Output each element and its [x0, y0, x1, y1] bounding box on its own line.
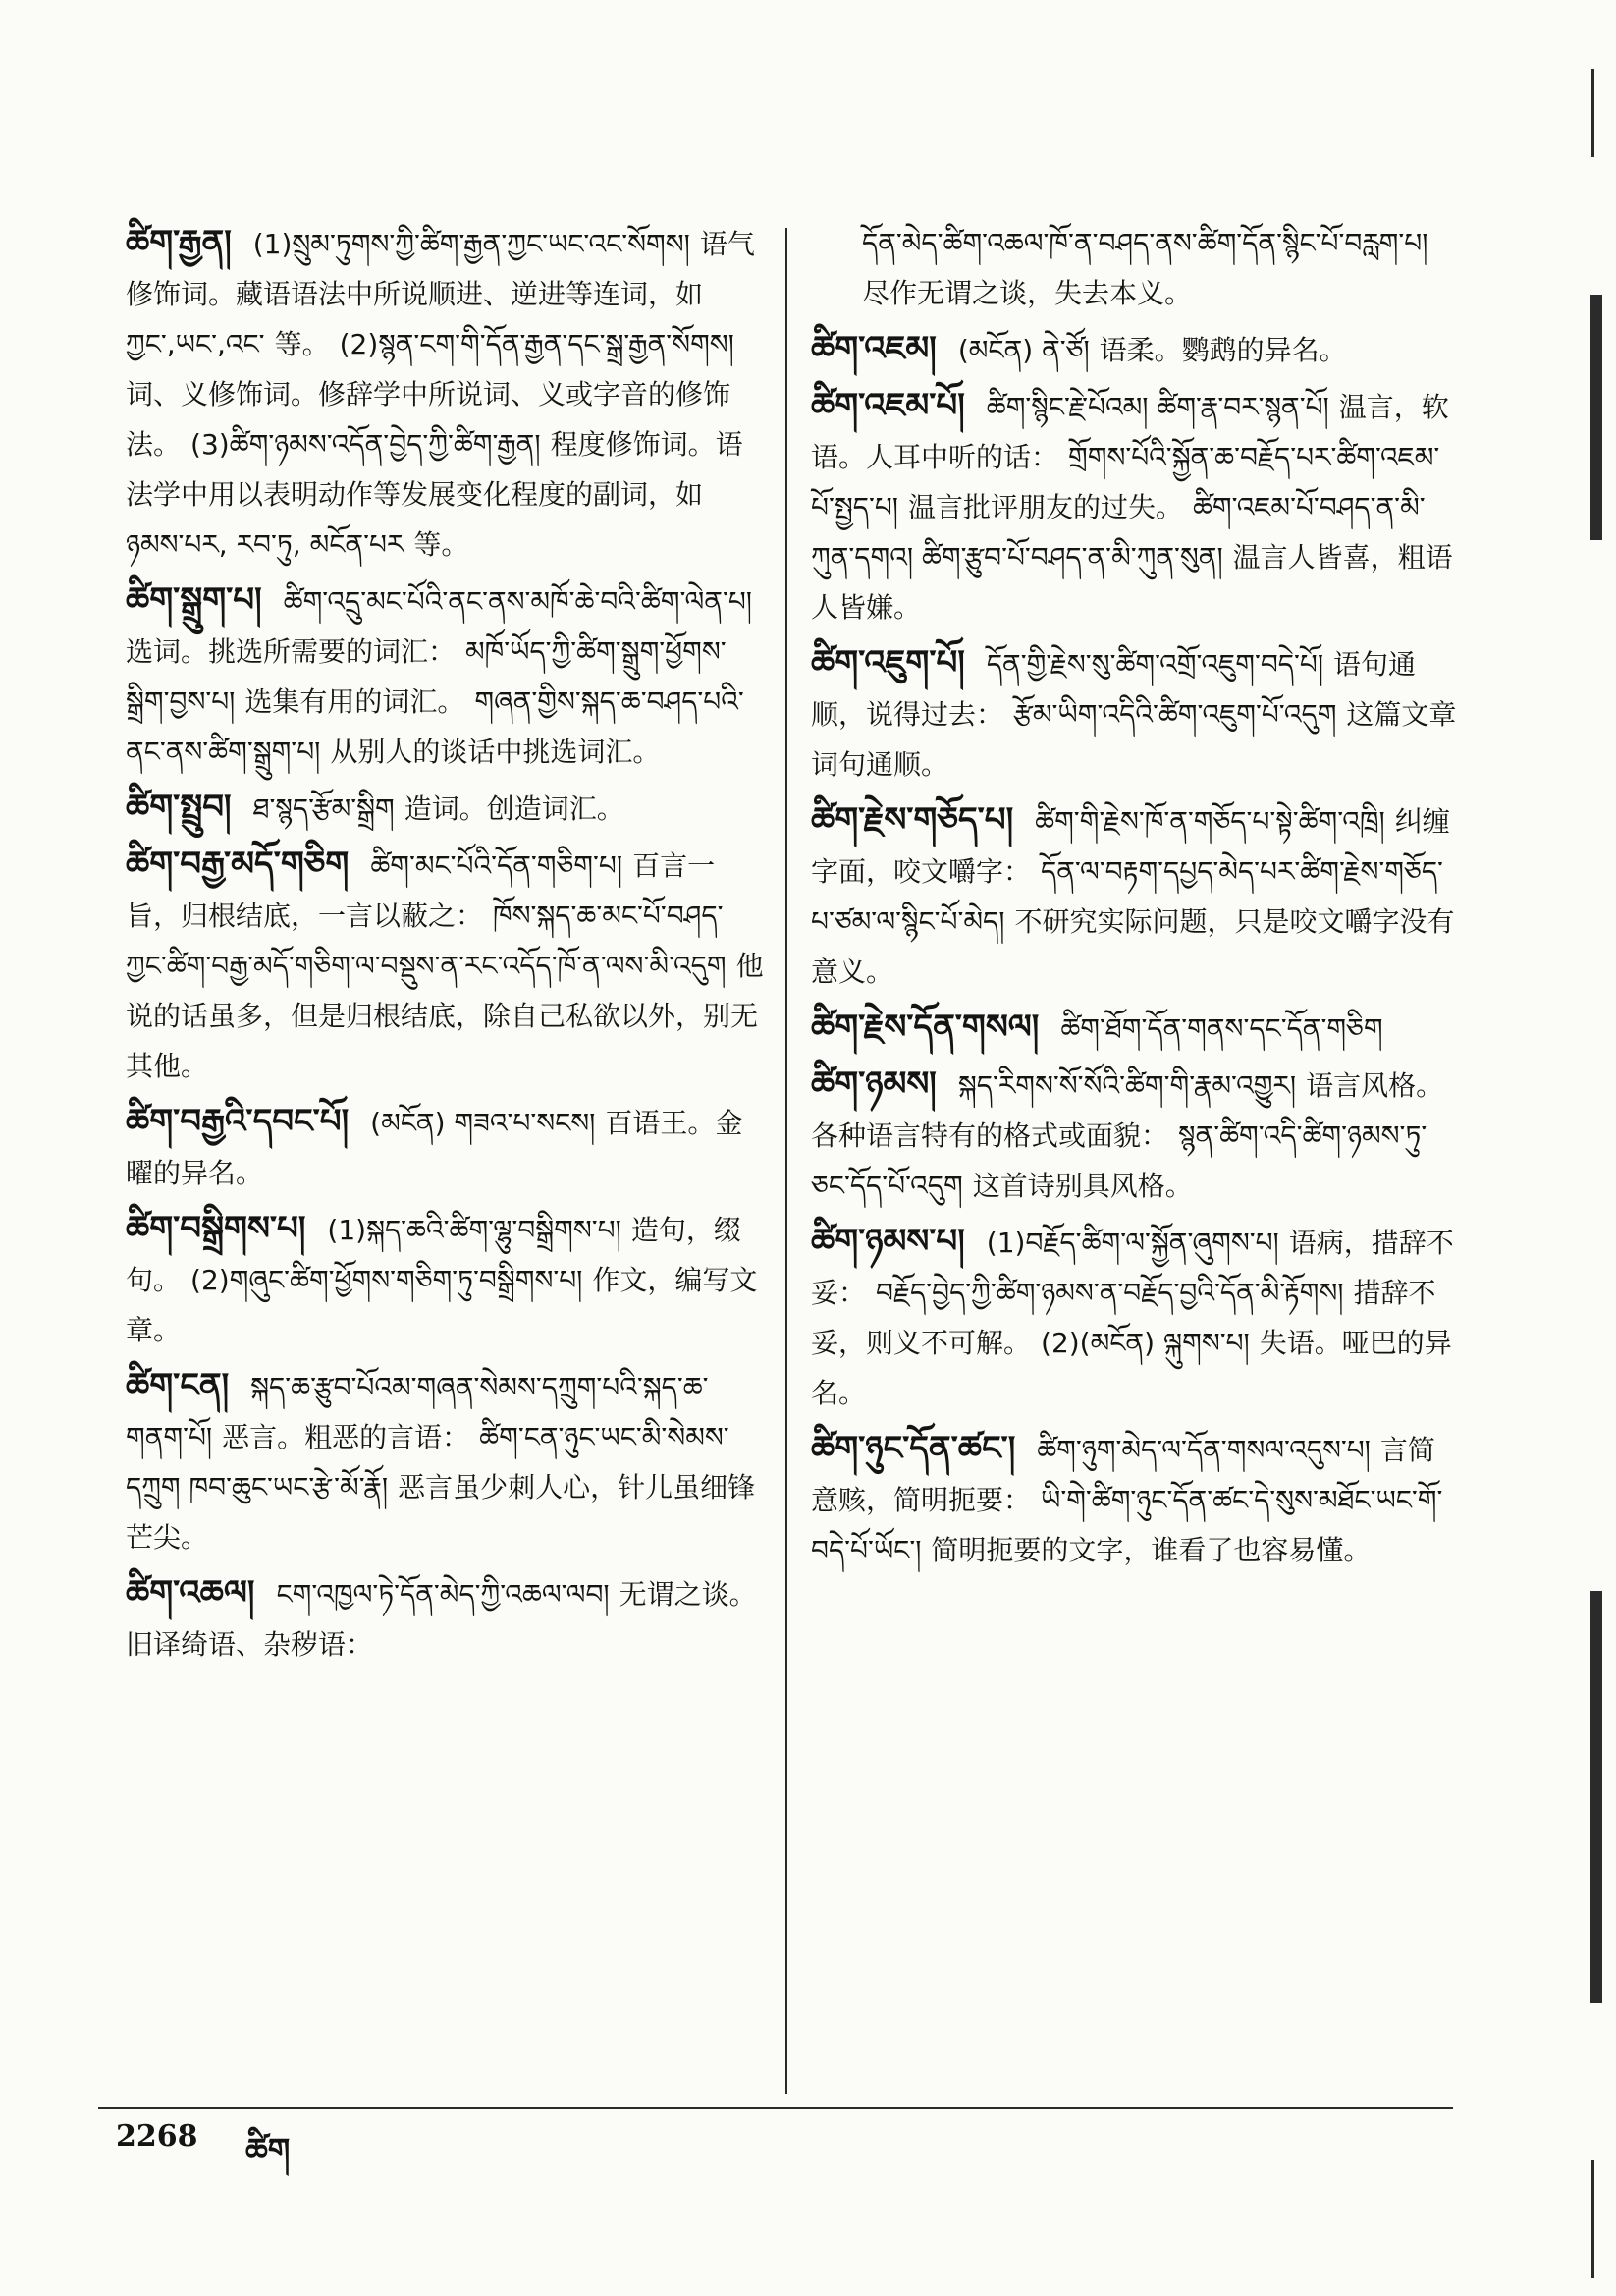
- entry-headword: ཚིག་བརྒྱའི་དབང་པོ།: [126, 1102, 350, 1141]
- tibetan-text: ཚིག་སྙིང་རྗེ་པོའམ། ཚིག་རྣ་བར་སྙན་པོ།: [986, 391, 1329, 423]
- dictionary-entry: [811, 218, 1459, 318]
- dictionary-entry: [126, 1204, 764, 1355]
- dictionary-entry: [811, 381, 1459, 632]
- chinese-gloss: 等。: [274, 328, 330, 360]
- tibetan-text: ཁོས་སྐད་ཆ་མང་པོ་བཤད་ཀྱང་ཚིག་བརྒྱ་མདོ་གཅིག་ལ་བསྡུས་ན་རང་འདོད་ཁོ་ན་ལས་མི་འདུག: [126, 900, 727, 982]
- entry-headword: ཚིག་སྤྲུབ།: [126, 788, 232, 827]
- tibetan-text: རྩོམ་ཡིག་འདིའི་ཚིག་འཇུག་པོ་འདུག: [1013, 698, 1337, 731]
- chinese-gloss: 语言风格。各种语言特有的格式或面貌：: [811, 1069, 1444, 1152]
- chinese-gloss: 简明扼要的文字，谁看了也容易懂。: [931, 1534, 1372, 1566]
- tibetan-text: (1)སྲུམ་ཏུགས་ཀྱི་ཚིག་རྒྱན་ཀྱང་ཡང་འང་སོགས།: [252, 228, 690, 260]
- dictionary-entry: [126, 1568, 764, 1669]
- chinese-gloss: 言简意赅，简明扼要：: [811, 1434, 1435, 1516]
- entry-headword: ཚིག་རྗེས་དོན་གསལ།: [811, 1008, 1040, 1047]
- tibetan-text: ཚིག་འདྲུ་མང་པོའི་ནང་ནས་མཁོ་ཆེ་བའི་ཚིག་ལེན་པ།: [283, 585, 753, 618]
- tibetan-text: ཡི་གེ་ཚིག་ཉུང་དོན་ཚང་དེ་སུས་མཐོང་ཡང་གོ་བདེ་པོ་ཡོང་།: [811, 1484, 1443, 1566]
- chinese-gloss: 选词。挑选所需要的词汇：: [126, 635, 457, 668]
- dictionary-entry: [126, 575, 764, 777]
- chinese-gloss: 尽作无谓之谈，失去本义。: [862, 277, 1193, 309]
- dictionary-entry: [811, 1060, 1459, 1211]
- entry-headword: ཚིག་འཇམ།: [811, 329, 937, 368]
- dictionary-entry: [126, 783, 764, 834]
- chinese-gloss: 等。: [413, 528, 469, 561]
- entry-headword: ཚིག་འཇུག་པོ།: [811, 643, 965, 683]
- tibetan-text: (མངོན) ནེ་ཙོ།: [957, 334, 1090, 366]
- tibetan-text: ཚིག་གི་རྗེས་ཁོ་ན་གཅོད་པ་སྟེ་ཚིག་འཁྲི།: [1035, 805, 1385, 838]
- tibetan-text: (2)(མངོན) ལྐུགས་པ།: [1041, 1327, 1250, 1359]
- chinese-gloss: 这篇文章词句通顺。: [811, 698, 1457, 781]
- chinese-gloss: 温言批评朋友的过失。: [907, 491, 1183, 523]
- chinese-gloss: 这首诗别具风格。: [972, 1170, 1193, 1202]
- binding-edge-mark: [1591, 69, 1594, 157]
- tibetan-text: སྙན་ཚིག་འདི་ཚིག་ཉམས་ཏུ་ཅང་དོད་པོ་འདུག: [811, 1120, 1427, 1202]
- dictionary-entry: [126, 1361, 764, 1562]
- dictionary-entry: [126, 1097, 764, 1198]
- tibetan-text: ཚིག་འཇམ་པོ་བཤད་ན་མི་ཀུན་དགའ། ཚིག་རྩུབ་པོ་བཤད་ན་མི་ཀུན་སུན།: [811, 491, 1426, 574]
- dictionary-entry: [811, 1003, 1459, 1054]
- tibetan-text: (1)སྐད་ཆའི་ཚིག་ལྷུ་བསྒྲིགས་པ།: [327, 1214, 621, 1246]
- chinese-gloss: 百言一旨，归根结底，一言以蔽之：: [126, 849, 716, 932]
- dictionary-entry: [811, 1217, 1459, 1418]
- chinese-gloss: 语气修饰词。藏语语法中所说顺进、逆进等连词，如: [126, 228, 755, 310]
- chinese-gloss: 语柔。鹦鹉的异名。: [1099, 334, 1347, 366]
- chinese-gloss: 百语王。金曜的异名。: [126, 1107, 743, 1189]
- chinese-gloss: 语病，措辞不妥：: [811, 1227, 1454, 1309]
- running-head: ཚིག: [245, 2131, 291, 2168]
- tibetan-text: དོན་ལ་བརྟག་དཔྱད་མེད་པར་ཚིག་རྗེས་གཅོད་པ་ཙམ་ལ་སྙིང་པོ་མེད།: [811, 855, 1443, 938]
- tibetan-text: གཞན་གྱིས་སྐད་ཆ་བཤད་པའི་ནང་ནས་ཚིག་སྒྲུག་པ།: [126, 685, 744, 768]
- entry-headword: ཚིག་འཇམ་པོ།: [811, 386, 965, 425]
- chinese-gloss: 程度修饰词。语法学中用以表明动作等发展变化程度的副词，如: [126, 428, 743, 511]
- tibetan-text: (མངོན) གཟའ་པ་སངས།: [370, 1107, 596, 1139]
- binding-edge-mark: [1591, 2160, 1594, 2278]
- entry-headword: ཚིག་ཉམས་པ།: [811, 1222, 965, 1261]
- tibetan-text: སྐད་ཆ་རྩུབ་པོའམ་གཞན་སེམས་དཀྲུག་པའི་སྐད་ཆ་གནག་པོ།: [126, 1371, 709, 1453]
- tibetan-text: (1)བརྗོད་ཚིག་ལ་སྐྱོན་ཞུགས་པ།: [986, 1227, 1279, 1259]
- dictionary-entry: [126, 840, 764, 1091]
- tibetan-text: དོན་མེད་ཚིག་འཆལ་ཁོ་ན་བཤད་ནས་ཚིག་དོན་སྙིང་པོ་བརླག་པ།: [862, 227, 1428, 259]
- chinese-gloss: 词、义修饰词。修辞学中所说词、义或字音的修饰法。: [126, 378, 731, 461]
- entry-headword: ཚིག་འཆལ།: [126, 1573, 255, 1613]
- tibetan-text: མཁོ་ཡོད་ཀྱི་ཚིག་སྒྲུག་ཕྱོགས་སྒྲིག་བྱས་པ།: [126, 635, 727, 718]
- dictionary-entry: [811, 1424, 1459, 1575]
- tibetan-text: ཐ་སྙད་རྩོམ་སྒྲིག: [252, 793, 395, 825]
- chinese-gloss: 恶言虽少刺人心，针儿虽细锋芒尖。: [126, 1471, 756, 1554]
- entry-headword: ཚིག་སྒྲུག་པ།: [126, 580, 262, 620]
- tibetan-text: ཉམས་པར, རབ་ཏུ, མངོན་པར: [126, 528, 404, 561]
- chinese-gloss: 他说的话虽多，但是归根结底，除自己私欲以外，别无其他。: [126, 950, 764, 1082]
- entry-headword: ཚིག་བསྒྲིགས་པ།: [126, 1209, 306, 1248]
- entry-headword: ཚིག་བརྒྱ་མདོ་གཅིག: [126, 845, 350, 884]
- tibetan-text: ཚིག་ཐོག་དོན་གནས་དང་དོན་གཅིག: [1060, 1012, 1383, 1045]
- left-column: [126, 218, 764, 1675]
- page-number: 2268: [116, 2119, 198, 2154]
- chinese-gloss: 纠缠字面，咬文嚼字：: [811, 805, 1450, 888]
- tibetan-text: ཚིག་མང་པོའི་དོན་གཅིག་པ།: [370, 849, 623, 882]
- chinese-gloss: 不研究实际问题，只是咬文嚼字没有意义。: [811, 905, 1455, 988]
- tibetan-text: (2)སྙན་ངག་གི་དོན་རྒྱན་དང་སྒྲ་རྒྱན་སོགས།: [339, 328, 734, 360]
- dictionary-entry: [811, 324, 1459, 375]
- tibetan-text: ཀྱང་,ཡང་,འང་: [126, 328, 265, 360]
- tibetan-text: ཚིག་ཉུག་མེད་ལ་དོན་གསལ་འདུས་པ།: [1037, 1434, 1371, 1466]
- chinese-gloss: 恶言。粗恶的言语：: [222, 1421, 470, 1453]
- chinese-gloss: 从别人的谈话中挑选词汇。: [330, 736, 661, 768]
- chinese-gloss: 温言人皆喜，粗语人皆嫌。: [811, 541, 1453, 624]
- entry-headword: ཚིག་ཉུང་དོན་ཚང་།: [811, 1429, 1016, 1468]
- right-column: [811, 218, 1459, 1581]
- chinese-gloss: 选集有用的词汇。: [244, 685, 465, 718]
- entry-headword: ཚིག་རྒྱན།: [126, 223, 232, 262]
- tibetan-text: སྐད་རིགས་སོ་སོའི་ཚིག་གི་རྣམ་འགྱུར།: [957, 1069, 1297, 1102]
- column-rule: [785, 228, 787, 2094]
- chinese-gloss: 造句，缀句。: [126, 1214, 741, 1296]
- tibetan-text: གྲོགས་པོའི་སྐྱོན་ཆ་བརྗོད་པར་ཚིག་འཇམ་པོ་སྤྱད་པ།: [811, 441, 1440, 523]
- page-footer: [98, 2107, 1453, 2168]
- chinese-gloss: 措辞不妥，则义不可解。: [811, 1277, 1436, 1359]
- entry-headword: ཚིག་རྗེས་གཅོད་པ།: [811, 800, 1014, 840]
- dictionary-entry: [126, 218, 764, 570]
- chinese-gloss: 无谓之谈。旧译绮语、杂秽语：: [126, 1578, 757, 1661]
- tibetan-text: དོན་གྱི་རྗེས་སུ་ཚིག་འགྲོ་འཇུག་བདེ་པོ།: [986, 648, 1324, 681]
- tibetan-text: (2)གཞུང་ཚིག་ཕྱོགས་གཅིག་ཏུ་བསྒྲིགས་པ།: [190, 1264, 583, 1296]
- entry-headword: ཚིག་ངན།: [126, 1366, 230, 1405]
- tibetan-text: ཚིག་ངན་ཉུང་ཡང་མི་སེམས་དཀྲུག ཁབ་ཆུང་ཡང་རྩེ་མོ་རྣོ།: [126, 1421, 729, 1503]
- chinese-gloss: 语句通顺，说得过去：: [811, 648, 1417, 731]
- chinese-gloss: 温言，软语。人耳中听的话：: [811, 391, 1449, 473]
- binding-edge-mark: [1590, 295, 1602, 540]
- chinese-gloss: 造词。创造词汇。: [404, 793, 624, 825]
- chinese-gloss: 作文，编写文章。: [126, 1264, 758, 1346]
- tibetan-text: (3)ཚིག་ཉམས་འདོན་བྱེད་ཀྱི་ཚིག་རྒྱན།: [190, 428, 541, 461]
- dictionary-entry: [811, 638, 1459, 790]
- tibetan-text: ངག་འཁྱལ་ཏེ་དོན་མེད་ཀྱི་འཆལ་ལབ།: [276, 1578, 610, 1611]
- binding-edge-mark: [1590, 1591, 1602, 2003]
- chinese-gloss: 失语。哑巴的异名。: [811, 1327, 1452, 1409]
- entry-headword: ཚིག་ཉམས།: [811, 1065, 937, 1104]
- tibetan-text: བརྗོད་བྱེད་ཀྱི་ཚིག་ཉམས་ན་བརྗོད་བྱའི་དོན་མི་རྟོགས།: [876, 1277, 1344, 1309]
- dictionary-entry: [811, 795, 1459, 997]
